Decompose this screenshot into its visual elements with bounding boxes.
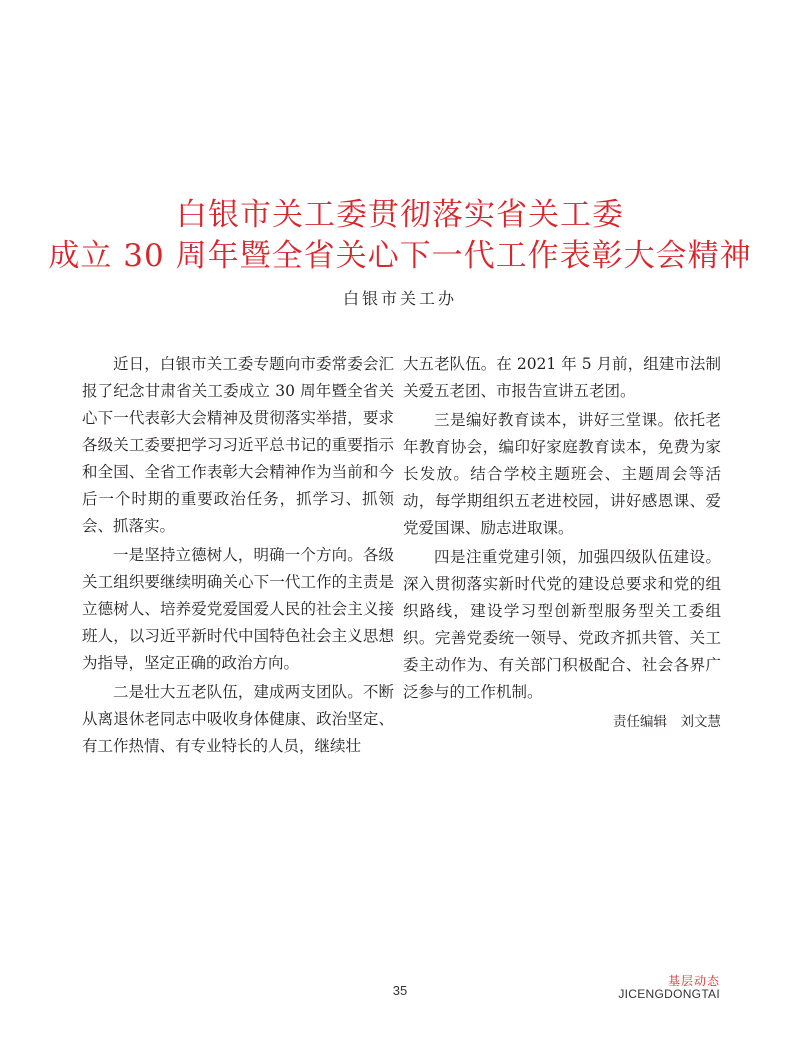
paragraph-intro: 近日，白银市关工委专题向市委常委会汇报了纪念甘肃省关工委成立 30 周年暨全省关心下一代表彰大会精神及贯彻落实举措，要求各级关工委要把学习习近平总书记的重要指示和全国、全省工作表彰大会精神作为当前和今后一个时期的重要政治任务，抓学习、抓领会、抓落实。 — [82, 355, 394, 535]
article-title-line-1: 白银市关工委贯彻落实省关工委 — [176, 197, 624, 233]
article-author: 白银市关工办 — [342, 289, 457, 308]
responsible-editor: 责任编辑 刘文慧 — [613, 714, 721, 730]
column-right — [403, 351, 721, 734]
paragraph-point-2: 二是壮大五老队伍，建成两支团队。不断从离退休老同志中吸收身体健康、政治坚定、有工作热情、有专业特长的人员，继续壮 — [82, 683, 394, 755]
page-number: 35 — [392, 983, 408, 998]
column-left — [82, 351, 394, 762]
paragraph-point-1: 一是坚持立德树人，明确一个方向。各级关工组织要继续明确关心下一代工作的主责是立德树人、培养爱党爱国爱人民的社会主义接班人，以习近平新时代中国特色社会主义思想为指导，坚定正确的政治方向。 — [82, 546, 394, 672]
paragraph-point-4: 四是注重党建引领，加强四级队伍建设。深入贯彻落实新时代党的建设总要求和党的组织路线，建设学习型创新型服务型关工委组织。完善党委统一领导、党政齐抓共管、关工委主动作为、有关部门积极配合、社会各界广泛参与的工作机制。 — [403, 548, 721, 701]
section-name-en: JICENGDONGTAI — [618, 987, 720, 1001]
paragraph-point-3: 三是编好教育读本，讲好三堂课。依托老年教育协会，编印好家庭教育读本，免费为家长发放。结合学校主题班会、主题周会等活动，每学期组织五老进校园，讲好感恩课、爱党爱国课、励志进取课。 — [403, 411, 721, 537]
paragraph-point-2-continued: 大五老队伍。在 2021 年 5 月前，组建市法制关爱五老团、市报告宣讲五老团。 — [403, 355, 721, 400]
section-name-cn: 基层动态 — [667, 974, 720, 988]
article-title-line-2: 成立 30 周年暨全省关心下一代工作表彰大会精神 — [48, 238, 752, 274]
